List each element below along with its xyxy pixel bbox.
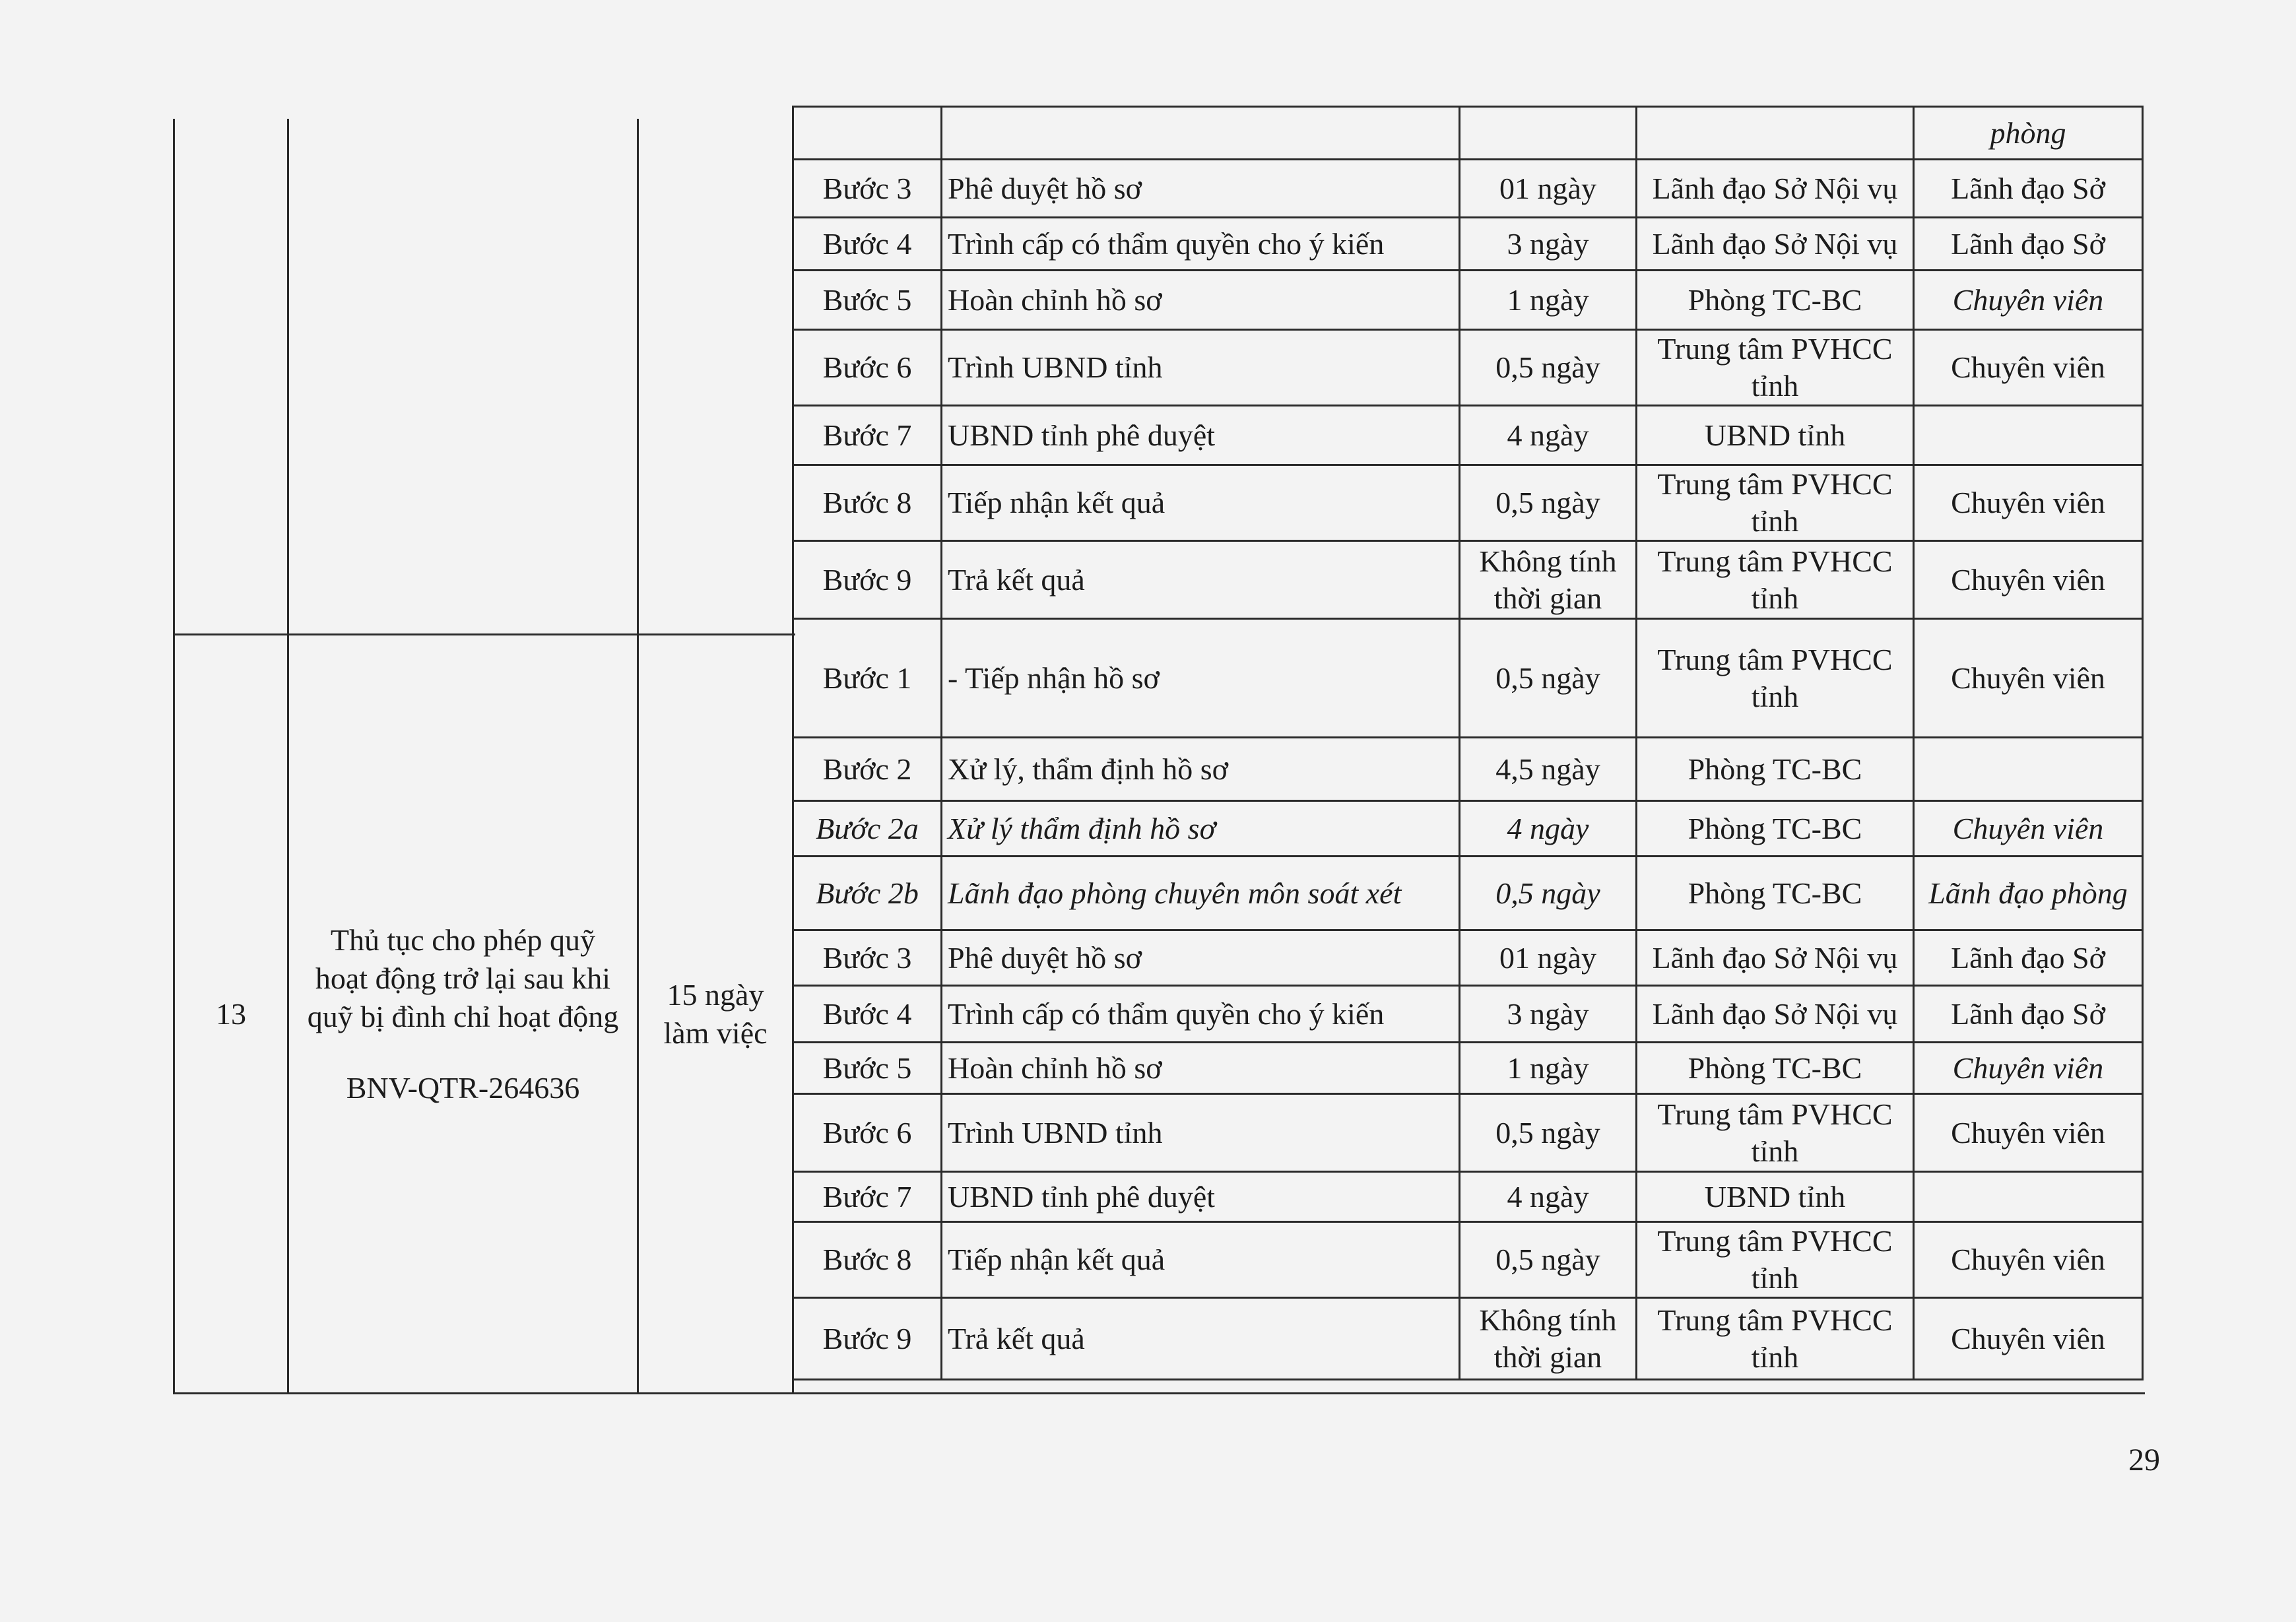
steps-table <box>792 106 2144 1380</box>
unit-cell: Lãnh đạo Sở Nội vụ <box>1637 218 1914 271</box>
step-cell: Bước 9 <box>793 1298 942 1380</box>
unit-cell: UBND tỉnh <box>1637 1172 1914 1222</box>
time-cell: Không tính thời gian <box>1460 541 1637 619</box>
role-cell: Chuyên viên <box>1914 465 2143 541</box>
step-cell: Bước 3 <box>793 930 942 986</box>
time-cell: 0,5 ngày <box>1460 465 1637 541</box>
role-cell: Chuyên viên <box>1914 619 2143 738</box>
time-cell: 3 ngày <box>1460 218 1637 271</box>
role-cell: Lãnh đạo phòng <box>1914 857 2143 930</box>
unit-cell: Phòng TC-BC <box>1637 271 1914 330</box>
time-cell: 4 ngày <box>1460 406 1637 465</box>
time-cell: 4 ngày <box>1460 801 1637 857</box>
time-cell: 0,5 ngày <box>1460 330 1637 406</box>
table-row <box>793 619 2143 738</box>
unit-cell: Trung tâm PVHCC tỉnh <box>1637 330 1914 406</box>
table-row <box>793 465 2143 541</box>
table-row <box>793 271 2143 330</box>
task-cell: Phê duyệt hồ sơ <box>942 930 1460 986</box>
task-cell: UBND tỉnh phê duyệt <box>942 406 1460 465</box>
procedure-code: BNV-QTR-264636 <box>346 1070 580 1105</box>
table-row <box>793 986 2143 1043</box>
role-cell: Chuyên viên <box>1914 271 2143 330</box>
procedure-name-line: hoạt động trở lại sau khi <box>315 961 611 995</box>
unit-cell: Lãnh đạo Sở Nội vụ <box>1637 930 1914 986</box>
table-row <box>793 1043 2143 1094</box>
step-cell: Bước 2a <box>793 801 942 857</box>
unit-cell: Lãnh đạo Sở Nội vụ <box>1637 986 1914 1043</box>
step-cell: Bước 7 <box>793 406 942 465</box>
procedure-name-line: quỹ bị đình chỉ hoạt động <box>307 999 619 1033</box>
unit-cell: Phòng TC-BC <box>1637 738 1914 801</box>
step-cell: Bước 9 <box>793 541 942 619</box>
role-cell <box>1914 738 2143 801</box>
task-cell: Phê duyệt hồ sơ <box>942 160 1460 218</box>
table-row <box>793 1172 2143 1222</box>
role-cell: phòng <box>1914 107 2143 160</box>
time-cell: 3 ngày <box>1460 986 1637 1043</box>
task-cell: Tiếp nhận kết quả <box>942 465 1460 541</box>
table-row <box>793 738 2143 801</box>
task-cell: Trả kết quả <box>942 541 1460 619</box>
time-cell: 0,5 ngày <box>1460 1094 1637 1172</box>
unit-cell: Trung tâm PVHCC tỉnh <box>1637 465 1914 541</box>
procedure-duration-line: làm việc <box>663 1016 768 1050</box>
task-cell: Lãnh đạo phòng chuyên môn soát xét <box>942 857 1460 930</box>
unit-cell: Lãnh đạo Sở Nội vụ <box>1637 160 1914 218</box>
role-cell: Lãnh đạo Sở <box>1914 218 2143 271</box>
step-cell: Bước 3 <box>793 160 942 218</box>
table-row <box>793 541 2143 619</box>
task-cell: Hoàn chỉnh hồ sơ <box>942 271 1460 330</box>
task-cell: Trình cấp có thẩm quyền cho ý kiến <box>942 218 1460 271</box>
role-cell: Chuyên viên <box>1914 1222 2143 1298</box>
table-row <box>793 857 2143 930</box>
task-cell: Trả kết quả <box>942 1298 1460 1380</box>
role-cell: Lãnh đạo Sở <box>1914 930 2143 986</box>
unit-cell <box>1637 107 1914 160</box>
step-cell <box>793 107 942 160</box>
time-cell: 01 ngày <box>1460 930 1637 986</box>
step-cell: Bước 2 <box>793 738 942 801</box>
procedure-name-cell <box>289 635 637 1392</box>
unit-cell: Trung tâm PVHCC tỉnh <box>1637 1222 1914 1298</box>
table-row <box>793 1298 2143 1380</box>
task-cell: UBND tỉnh phê duyệt <box>942 1172 1460 1222</box>
time-cell: 1 ngày <box>1460 271 1637 330</box>
table-row <box>793 1094 2143 1172</box>
role-cell: Chuyên viên <box>1914 801 2143 857</box>
procedure-duration-cell <box>639 635 792 1392</box>
unit-cell: Phòng TC-BC <box>1637 801 1914 857</box>
time-cell: 0,5 ngày <box>1460 619 1637 738</box>
time-cell: 4,5 ngày <box>1460 738 1637 801</box>
step-cell: Bước 6 <box>793 1094 942 1172</box>
table-row <box>793 160 2143 218</box>
time-cell: Không tính thời gian <box>1460 1298 1637 1380</box>
role-cell: Chuyên viên <box>1914 1298 2143 1380</box>
role-cell: Chuyên viên <box>1914 330 2143 406</box>
role-cell: Lãnh đạo Sở <box>1914 160 2143 218</box>
table-row <box>793 801 2143 857</box>
step-cell: Bước 1 <box>793 619 942 738</box>
time-cell <box>1460 107 1637 160</box>
time-cell: 1 ngày <box>1460 1043 1637 1094</box>
role-cell <box>1914 1172 2143 1222</box>
unit-cell: UBND tỉnh <box>1637 406 1914 465</box>
time-cell: 0,5 ngày <box>1460 857 1637 930</box>
time-cell: 01 ngày <box>1460 160 1637 218</box>
time-cell: 0,5 ngày <box>1460 1222 1637 1298</box>
task-cell: - Tiếp nhận hồ sơ <box>942 619 1460 738</box>
step-cell: Bước 5 <box>793 1043 942 1094</box>
role-cell: Chuyên viên <box>1914 541 2143 619</box>
task-cell: Xử lý, thẩm định hồ sơ <box>942 738 1460 801</box>
table-row <box>793 107 2143 160</box>
step-cell: Bước 4 <box>793 986 942 1043</box>
task-cell: Hoàn chỉnh hồ sơ <box>942 1043 1460 1094</box>
task-cell: Trình UBND tỉnh <box>942 330 1460 406</box>
page-number: 29 <box>2128 1443 2160 1477</box>
task-cell: Xử lý thẩm định hồ sơ <box>942 801 1460 857</box>
procedure-duration-line: 15 ngày <box>667 977 764 1012</box>
unit-cell: Phòng TC-BC <box>1637 857 1914 930</box>
procedure-number-text: 13 <box>216 996 246 1031</box>
step-cell: Bước 6 <box>793 330 942 406</box>
unit-cell: Phòng TC-BC <box>1637 1043 1914 1094</box>
task-cell: Trình cấp có thẩm quyền cho ý kiến <box>942 986 1460 1043</box>
table-row <box>793 930 2143 986</box>
table-row <box>793 330 2143 406</box>
procedure-number <box>175 635 287 1392</box>
table-row <box>793 218 2143 271</box>
role-cell: Chuyên viên <box>1914 1094 2143 1172</box>
time-cell: 4 ngày <box>1460 1172 1637 1222</box>
table-row <box>793 406 2143 465</box>
unit-cell: Trung tâm PVHCC tỉnh <box>1637 1094 1914 1172</box>
task-cell: Tiếp nhận kết quả <box>942 1222 1460 1298</box>
role-cell: Lãnh đạo Sở <box>1914 986 2143 1043</box>
step-cell: Bước 4 <box>793 218 942 271</box>
step-cell: Bước 7 <box>793 1172 942 1222</box>
procedure-name-line: Thủ tục cho phép quỹ <box>330 923 596 957</box>
unit-cell: Trung tâm PVHCC tỉnh <box>1637 1298 1914 1380</box>
table-row <box>793 1222 2143 1298</box>
task-cell: Trình UBND tỉnh <box>942 1094 1460 1172</box>
role-cell: Chuyên viên <box>1914 1043 2143 1094</box>
task-cell <box>942 107 1460 160</box>
unit-cell: Trung tâm PVHCC tỉnh <box>1637 541 1914 619</box>
role-cell <box>1914 406 2143 465</box>
step-cell: Bước 8 <box>793 1222 942 1298</box>
step-cell: Bước 2b <box>793 857 942 930</box>
step-cell: Bước 5 <box>793 271 942 330</box>
step-cell: Bước 8 <box>793 465 942 541</box>
unit-cell: Trung tâm PVHCC tỉnh <box>1637 619 1914 738</box>
